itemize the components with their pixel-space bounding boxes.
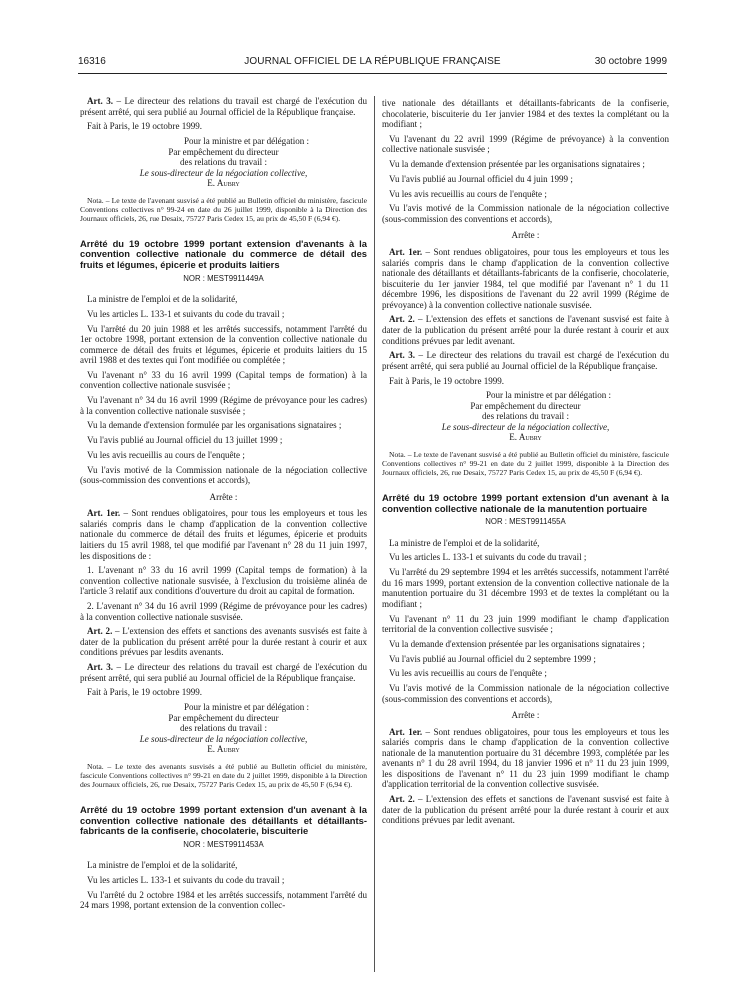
paragraph: Vu la demande d'extension présentée par les organisations signataires ; <box>389 638 645 649</box>
paragraph: Vu les articles L. 133-1 et suivants du code du travail ; <box>87 875 285 885</box>
signature-line: des relations du travail : <box>180 157 267 168</box>
signature-line: Pour la ministre et par délégation : <box>183 702 310 713</box>
paragraph: Vu l'avenant n° 11 du 23 juin 1999 modifiant le champ d'application territorial de la convention collective susvisée ; <box>382 613 669 635</box>
signature-line: Pour la ministre et par délégation : <box>485 390 612 401</box>
paragraph: Vu l'avenant n° 33 du 16 avril 1999 (Capital temps de formation) à la convention collective nationale susvisée ; <box>80 369 367 391</box>
article <box>382 247 669 310</box>
nota-note: Nota. – Le texte de l'avenant susvisé a été publié au Bulletin officiel du ministère, fascicule Conventions collectives n° 99-24 en date du 26 juillet 1999, disponible à la Direction des Journaux officiels, 26, rue Desaix, 75727 Paris Cedex 15, au prix de 45,50 F (6,94 €). <box>80 195 367 223</box>
decree-title: Arrêté du 19 octobre 1999 portant extension d'un avenant à la convention collective nationale de la manutention portuaire <box>382 492 669 514</box>
signature-line: des relations du travail : <box>482 411 569 422</box>
paragraph: Vu les articles L. 133-1 et suivants du code du travail ; <box>389 552 587 563</box>
paragraph: Vu les articles L. 133-1 et suivants du code du travail ; <box>87 308 285 319</box>
nor-reference: NOR : MEST9911453A <box>183 839 264 849</box>
paragraph: Vu l'avis motivé de la Commission nationale de la négociation collective (sous-commission des conventions et accords), <box>382 203 669 224</box>
paragraph: tive nationale des détaillants et détaillants-fabricants de la confiserie, chocolaterie, biscuiterie du 1er janvier 1984 et des textes la complétant ou la modifiant ; <box>382 98 669 130</box>
issue-date: 30 octobre 1999 <box>594 56 667 67</box>
article <box>80 96 367 117</box>
decree-title: Arrêté du 19 octobre 1999 portant extension d'un avenant à la convention collective nationale des détaillants et détaillants-fabricants de la confiserie, chocolaterie, biscuiterie <box>80 803 367 837</box>
signature-line: E. Aubry <box>509 432 542 443</box>
paragraph: Fait à Paris, le 19 octobre 1999. <box>87 121 203 132</box>
paragraph: Fait à Paris, le 19 octobre 1999. <box>87 687 203 698</box>
paragraph: Vu la demande d'extension présentée par les organisations signataires ; <box>389 159 645 170</box>
left-column <box>80 96 367 915</box>
decree-title: Arrêté du 19 octobre 1999 portant extension d'avenants à la convention collective nationale du commerce de détail des fruits et légumes, épicerie et produits laitiers <box>80 237 367 270</box>
nota-note: Nota. – Le texte des avenants susvisés a été publié au Bulletin officiel du ministère, fascicule Conventions collectives n° 99-21 en date du 2 juillet 1999, disponible à la Direction des Journaux officiels, 26, rue Desaix, 75727 Paris Cedex 15, au prix de 45,50 F (6,94 €). <box>80 761 367 789</box>
article-number: Art. 3. <box>87 662 114 673</box>
paragraph: Vu l'avenant n° 34 du 16 avril 1999 (Régime de prévoyance pour les cadres) à la convention collective nationale susvisée ; <box>80 395 367 416</box>
article-number: Art. 1er. <box>389 726 423 737</box>
article-text: – L'extension des effets et sanctions de l'avenant susvisé est faite à dater de la publication du présent arrêté pour la durée restant à courir et aux conditions prévues par ledit avenant. <box>382 314 670 346</box>
article <box>80 508 367 561</box>
article-text: – Le directeur des relations du travail est chargé de l'exécution du présent arrêté, qui sera publié au Journal officiel de la République française. <box>80 96 368 117</box>
paragraph: Vu l'avis publié au Journal officiel du 13 juillet 1999 ; <box>87 435 283 446</box>
arrete-heading: Arrête : <box>511 230 540 241</box>
header-rule <box>78 73 667 74</box>
signature-line: E. Aubry <box>207 178 240 189</box>
column-divider <box>374 96 375 972</box>
article-text: – Sont rendues obligatoires, pour tous les employeurs et tous les salariés compris dans le champ d'application de la convention collective nationale des détaillants et détaillants-fabricants de la confiserie, chocolaterie, biscuiterie du 1er janvier 1984, tel que modifié par l'avenant n° 1 du 11 décembre 1996, les dispositions de l'avenant du 22 avril 1999 (Régime de prévoyance) à la convention collective nationale susvisée. <box>382 246 670 310</box>
article-number: Art. 2. <box>87 626 113 637</box>
article-number: Art. 3. <box>87 96 114 106</box>
article-number: Art. 2. <box>389 314 415 325</box>
paragraph: 1. L'avenant n° 33 du 16 avril 1999 (Capital temps de formation) à la convention collective nationale susvisée, à l'exclusion du troisième alinéa de l'article 3 relatif aux conditions d'ouverture du droit au capital de formation. <box>80 565 367 597</box>
paragraph: La ministre de l'emploi et de la solidarité, <box>389 537 540 548</box>
signature-block <box>80 702 367 755</box>
signature-line: Le sous-directeur de la négociation collective, <box>139 167 308 178</box>
signature-line: Le sous-directeur de la négociation collective, <box>139 733 308 744</box>
page-number: 16316 <box>78 56 106 67</box>
paragraph: Vu la demande d'extension formulée par les organisations signataires ; <box>87 420 342 431</box>
article <box>382 794 669 826</box>
article-text: – Sont rendues obligatoires, pour tous les employeurs et tous les salariés compris dans le champ d'application de la convention collective nationale de la manutention portuaire du 31 décembre 1993, complétée par les avenants n° 1 du 28 avril 1994, du 18 janvier 1996 et n° 11 du 23 juin 1999, les dispositions de l'avenant n° 11 du 23 juin 1999 modifiant le champ d'application territorial de la convention collective susvisée. <box>382 726 670 790</box>
paragraph: Vu l'avis motivé de la Commission nationale de la négociation collective (sous-commission des conventions et accords), <box>382 683 669 704</box>
article <box>382 314 669 346</box>
signature-line: Par empêchement du directeur <box>168 712 279 723</box>
journal-title: JOURNAL OFFICIEL DE LA RÉPUBLIQUE FRANÇAISE <box>244 56 501 67</box>
page-header <box>78 56 667 70</box>
article <box>382 727 669 790</box>
paragraph: Fait à Paris, le 19 octobre 1999. <box>389 375 505 386</box>
paragraph: Vu l'avis publié au Journal officiel du 4 juin 1999 ; <box>389 173 573 184</box>
article-number: Art. 1er. <box>87 508 121 519</box>
article-text: – L'extension des effets et sanctions des avenants susvisés est faite à dater de la publication du présent arrêté pour la durée restant à courir et aux conditions prévues par lesdits avenants. <box>80 626 367 658</box>
paragraph: Vu l'avis motivé de la Commission nationale de la négociation collective (sous-commission des conventions et accords), <box>80 464 367 486</box>
signature-line: des relations du travail : <box>180 723 267 734</box>
signature-line: Par empêchement du directeur <box>168 146 279 157</box>
paragraph: Vu l'avis publié au Journal officiel du 2 septembre 1999 ; <box>389 653 596 664</box>
signature-line: Par empêchement du directeur <box>470 400 581 411</box>
article-text: – L'extension des effets et sanctions de l'avenant susvisé est faite à dater de la publication du présent arrêté pour la durée restant à courir et aux conditions prévues par ledit avenant. <box>382 794 670 826</box>
paragraph: La ministre de l'emploi et de la solidarité, <box>87 294 238 305</box>
right-column <box>382 98 669 830</box>
article-text: – Le directeur des relations du travail est chargé de l'exécution du présent arrêté, qui sera publié au Journal officiel de la République française. <box>382 350 670 371</box>
nor-reference: NOR : MEST9911449A <box>183 273 264 283</box>
article-number: Art. 2. <box>389 794 415 805</box>
article-text: – Le directeur des relations du travail est chargé de l'exécution du présent arrêté, qui sera publié au Journal officiel de la République française. <box>80 662 368 683</box>
article <box>382 350 669 371</box>
article <box>80 662 367 683</box>
article <box>80 626 367 658</box>
paragraph: 2. L'avenant n° 34 du 16 avril 1999 (Régime de prévoyance pour les cadres) à la convention collective nationale susvisée. <box>80 601 367 622</box>
signature-line: Pour la ministre et par délégation : <box>183 136 310 147</box>
arrete-heading: Arrête : <box>209 491 238 502</box>
paragraph: Vu les avis recueillis au cours de l'enquête ; <box>389 668 547 679</box>
paragraph: La ministre de l'emploi et de la solidarité, <box>87 860 238 871</box>
article-number: Art. 1er. <box>389 246 423 257</box>
arrete-heading: Arrête : <box>511 710 540 721</box>
nota-note: Nota. – Le texte de l'avenant susvisé a été publié au Bulletin officiel du ministère, fascicule Conventions collectives n° 99-21 en date du 2 juillet 1999, disponible à la Direction des Journaux officiels, 26, rue Desaix, 75727 Paris Cedex 15, au prix de 45,50 F (6,94 €). <box>382 450 669 477</box>
nor-reference: NOR : MEST9911455A <box>485 517 566 527</box>
signature-block <box>382 390 669 443</box>
article-text: – Sont rendues obligatoires, pour tous les employeurs et tous les salariés compris dans le champ d'application de la convention collective nationale du commerce de détail des fruits et légumes, épicerie et produits laitiers du 15 avril 1988, tel que modifié par l'avenant n° 28 du 11 juin 1997, les dispositions de : <box>80 508 368 561</box>
article-number: Art. 3. <box>389 350 416 361</box>
paragraph: Vu l'arrêté du 20 juin 1988 et les arrêtés successifs, notamment l'arrêté du 1er octobre 1998, portant extension de la convention collective nationale du commerce de détail des fruits et légumes, épicerie et produits laitiers du 15 avril 1988 et des textes qui l'ont modifiée ou complétée ; <box>80 323 367 366</box>
signature-line: Le sous-directeur de la négociation collective, <box>441 421 610 432</box>
paragraph: Vu les avis recueillis au cours de l'enquête ; <box>87 449 245 460</box>
paragraph: Vu l'arrêté du 29 septembre 1994 et les arrêtés successifs, notamment l'arrêté du 16 mars 1999, portant extension de la convention collective nationale de la manutention portuaire du 31 décembre 1993 et de textes la complétant ou la modifiant ; <box>382 567 669 609</box>
paragraph: Vu les avis recueillis au cours de l'enquête ; <box>389 188 547 199</box>
paragraph: Vu l'avenant du 22 avril 1999 (Régime de prévoyance) à la convention collective nationale susvisée ; <box>382 133 669 155</box>
signature-line: E. Aubry <box>207 744 240 755</box>
signature-block <box>80 136 367 189</box>
paragraph: Vu l'arrêté du 2 octobre 1984 et les arrêtés successifs, notamment l'arrêté du 24 mars 1998, portant extension de la convention collec- <box>80 889 367 911</box>
